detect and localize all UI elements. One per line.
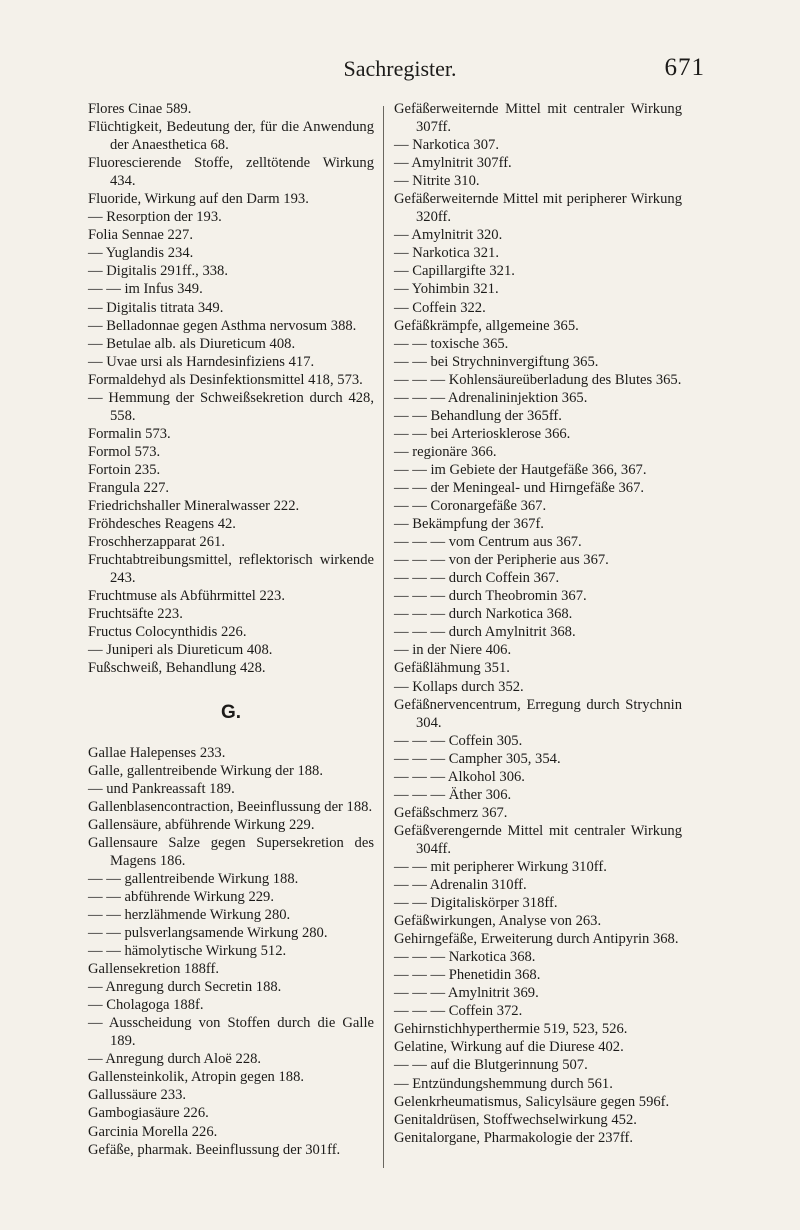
index-entry: Gefäßverengernde Mittel mit centraler Wirkung 304ff. [394, 822, 686, 857]
index-entry: Gefäßlähmung 351. [394, 660, 510, 677]
index-entry: Galle, gallentreibende Wirkung der 188. [88, 762, 323, 779]
index-entry: Gefäßschmerz 367. [394, 804, 508, 821]
index-entry: Formol 573. [88, 443, 161, 460]
index-entry: — — — durch Coffein 367. [394, 570, 560, 587]
index-entry: — Bekämpfung der 367f. [394, 516, 544, 533]
index-entry: — — gallentreibende Wirkung 188. [88, 870, 299, 887]
index-entry: — — herzlähmende Wirkung 280. [88, 906, 291, 923]
section-letter-g: G. [220, 701, 242, 723]
index-entry: — Digitalis 291ff., 338. [88, 263, 228, 280]
page-header [0, 52, 800, 92]
index-entry: — — — durch Amylnitrit 368. [394, 624, 576, 641]
index-entry: Fruchtsäfte 223. [88, 606, 183, 623]
index-entry: — — — durch Narkotica 368. [394, 606, 573, 623]
index-entry: Gallussäure 233. [88, 1087, 187, 1104]
index-entry: — Ausscheidung von Stoffen durch die Galle 189. [88, 1015, 378, 1050]
index-entry: Frangula 227. [88, 479, 170, 496]
index-entry: Formaldehyd als Desinfektionsmittel 418, 573. [88, 371, 363, 388]
index-entry: — Yuglandis 234. [88, 245, 194, 262]
index-entry: — — — Phenetidin 368. [394, 967, 541, 984]
index-entry: Gehirngefäße, Erweiterung durch Antipyrin 368. [394, 931, 679, 948]
index-entry: — in der Niere 406. [394, 642, 512, 659]
index-entry: Gallenblasencontraction, Beeinflussung der 188. [88, 798, 373, 815]
index-entry: — Narkotica 307. [394, 137, 499, 154]
index-entry: — Belladonnae gegen Asthma nervosum 388. [88, 317, 357, 334]
index-entry: — Betulae alb. als Diureticum 408. [88, 335, 296, 352]
index-entry: Friedrichshaller Mineralwasser 222. [88, 498, 300, 515]
index-entry: — Digitalis titrata 349. [88, 299, 224, 316]
entries-g-list [88, 744, 378, 1159]
index-entry: — Amylnitrit 320. [394, 227, 503, 244]
index-entry: — Anregung durch Secretin 188. [88, 979, 282, 996]
index-entry: — — — Coffein 305. [394, 732, 523, 749]
index-entry: Fluorescierende Stoffe, zelltötende Wirkung 434. [88, 155, 378, 190]
index-entry: — — Digitaliskörper 318ff. [394, 895, 558, 912]
index-entry: Gallensekretion 188ff. [88, 961, 220, 978]
index-entry: — — — von der Peripherie aus 367. [394, 552, 609, 569]
index-entry: — — — Coffein 372. [394, 1003, 523, 1020]
index-entry: — Coffein 322. [394, 299, 486, 316]
index-entry: — Juniperi als Diureticum 408. [88, 642, 273, 659]
index-entry: — — auf die Blutgerinnung 507. [394, 1057, 588, 1074]
index-entry: Fluoride, Wirkung auf den Darm 193. [88, 191, 309, 208]
index-entry: — — im Gebiete der Hautgefäße 366, 367. [394, 461, 647, 478]
index-entry: — Uvae ursi als Harndesinfiziens 417. [88, 353, 315, 370]
index-entry: Gelatine, Wirkung auf die Diurese 402. [394, 1039, 624, 1056]
index-entry: Genitaldrüsen, Stoffwechselwirkung 452. [394, 1111, 637, 1128]
index-entry: Gefäßerweiternde Mittel mit peripherer Wirkung 320ff. [394, 191, 686, 226]
right-column [394, 100, 686, 1147]
column-divider [383, 106, 384, 1168]
index-entry: — — hämolytische Wirkung 512. [88, 943, 287, 960]
index-entry: Gambogiasäure 226. [88, 1105, 209, 1122]
index-entry: Gefäßwirkungen, Analyse von 263. [394, 913, 602, 930]
index-entry: — — bei Strychninvergiftung 365. [394, 353, 599, 370]
index-entry: — — Behandlung der 365ff. [394, 407, 562, 424]
index-entry: Gallae Halepenses 233. [88, 744, 226, 761]
page-number: 671 [664, 54, 705, 81]
index-entry: — — Coronargefäße 367. [394, 498, 547, 515]
index-entry: — Amylnitrit 307ff. [394, 155, 512, 172]
index-entry: Folia Sennae 227. [88, 227, 193, 244]
index-entry: — Entzündungshemmung durch 561. [394, 1075, 613, 1092]
index-entry: Fructus Colocynthidis 226. [88, 624, 247, 641]
index-entry: — — abführende Wirkung 229. [88, 888, 274, 905]
index-entry: — — Adrenalin 310ff. [394, 877, 527, 894]
index-entry: Gallensäure, abführende Wirkung 229. [88, 816, 315, 833]
index-entry: — — bei Arteriosklerose 366. [394, 425, 571, 442]
index-entry: — — — vom Centrum aus 367. [394, 534, 582, 551]
index-entry: — — der Meningeal- und Hirngefäße 367. [394, 479, 645, 496]
index-entry: — — — Amylnitrit 369. [394, 985, 539, 1002]
index-entry: Fortoin 235. [88, 461, 161, 478]
index-entry: — Narkotica 321. [394, 245, 499, 262]
index-entry: — — — Alkohol 306. [394, 768, 525, 785]
index-entry: — Yohimbin 321. [394, 281, 499, 298]
index-entry: — — — Campher 305, 354. [394, 750, 561, 767]
index-entry: — Anregung durch Aloë 228. [88, 1051, 262, 1068]
index-entry: — Capillargifte 321. [394, 263, 515, 280]
index-entry: — Nitrite 310. [394, 173, 480, 190]
index-entry: — Cholagoga 188f. [88, 997, 204, 1014]
index-entry: Gallensteinkolik, Atropin gegen 188. [88, 1069, 305, 1086]
index-entry: — — im Infus 349. [88, 281, 203, 298]
index-entry: Fruchtabtreibungsmittel, reflektorisch wirkende 243. [88, 552, 378, 587]
index-entry: Flores Cinae 589. [88, 101, 192, 117]
index-entry: — — — Äther 306. [394, 786, 512, 803]
index-entry: — Hemmung der Schweißsekretion durch 428, 558. [88, 389, 378, 424]
index-entry: Fußschweiß, Behandlung 428. [88, 660, 266, 677]
index-entry: Gelenkrheumatismus, Salicylsäure gegen 596f. [394, 1093, 670, 1110]
index-entry: — — — Adrenalininjektion 365. [394, 389, 588, 406]
left-column [88, 100, 378, 1159]
index-entry: — Resorption der 193. [88, 209, 222, 226]
index-entry: — regionäre 366. [394, 443, 497, 460]
index-entry: Gefäße, pharmak. Beeinflussung der 301ff. [88, 1141, 341, 1158]
index-entry: Gallensaure Salze gegen Supersekretion des Magens 186. [88, 834, 378, 869]
index-entry: — — toxische 365. [394, 335, 509, 352]
index-entry: Fruchtmuse als Abführmittel 223. [88, 588, 285, 605]
index-entry: — — pulsverlangsamende Wirkung 280. [88, 925, 328, 942]
index-entry: Gehirnstichhyperthermie 519, 523, 526. [394, 1021, 628, 1038]
index-entry: — — mit peripherer Wirkung 310ff. [394, 858, 607, 875]
index-entry: Genitalorgane, Pharmakologie der 237ff. [394, 1129, 633, 1146]
index-entry: Gefäßnervencentrum, Erregung durch Strychnin 304. [394, 696, 686, 731]
index-entry: — — — Narkotica 368. [394, 949, 536, 966]
index-entry: Gefäßerweiternde Mittel mit centraler Wirkung 307ff. [394, 101, 686, 136]
index-entry: Gefäßkrämpfe, allgemeine 365. [394, 317, 579, 334]
index-entry: — — — durch Theobromin 367. [394, 588, 587, 605]
index-entry: — und Pankreassaft 189. [88, 780, 235, 797]
index-entry: — — — Kohlensäureüberladung des Blutes 365. [394, 371, 682, 388]
index-entry: Formalin 573. [88, 425, 171, 442]
index-entry: Fröhdesches Reagens 42. [88, 516, 236, 533]
running-title: Sachregister. [343, 56, 457, 81]
index-entry: Flüchtigkeit, Bedeutung der, für die Anwendung der Anaesthetica 68. [88, 119, 378, 154]
index-entry: Froschherzapparat 261. [88, 534, 225, 551]
index-entry: Garcinia Morella 226. [88, 1123, 218, 1140]
index-entry: — Kollaps durch 352. [394, 678, 524, 695]
entries-f-list [88, 100, 378, 678]
